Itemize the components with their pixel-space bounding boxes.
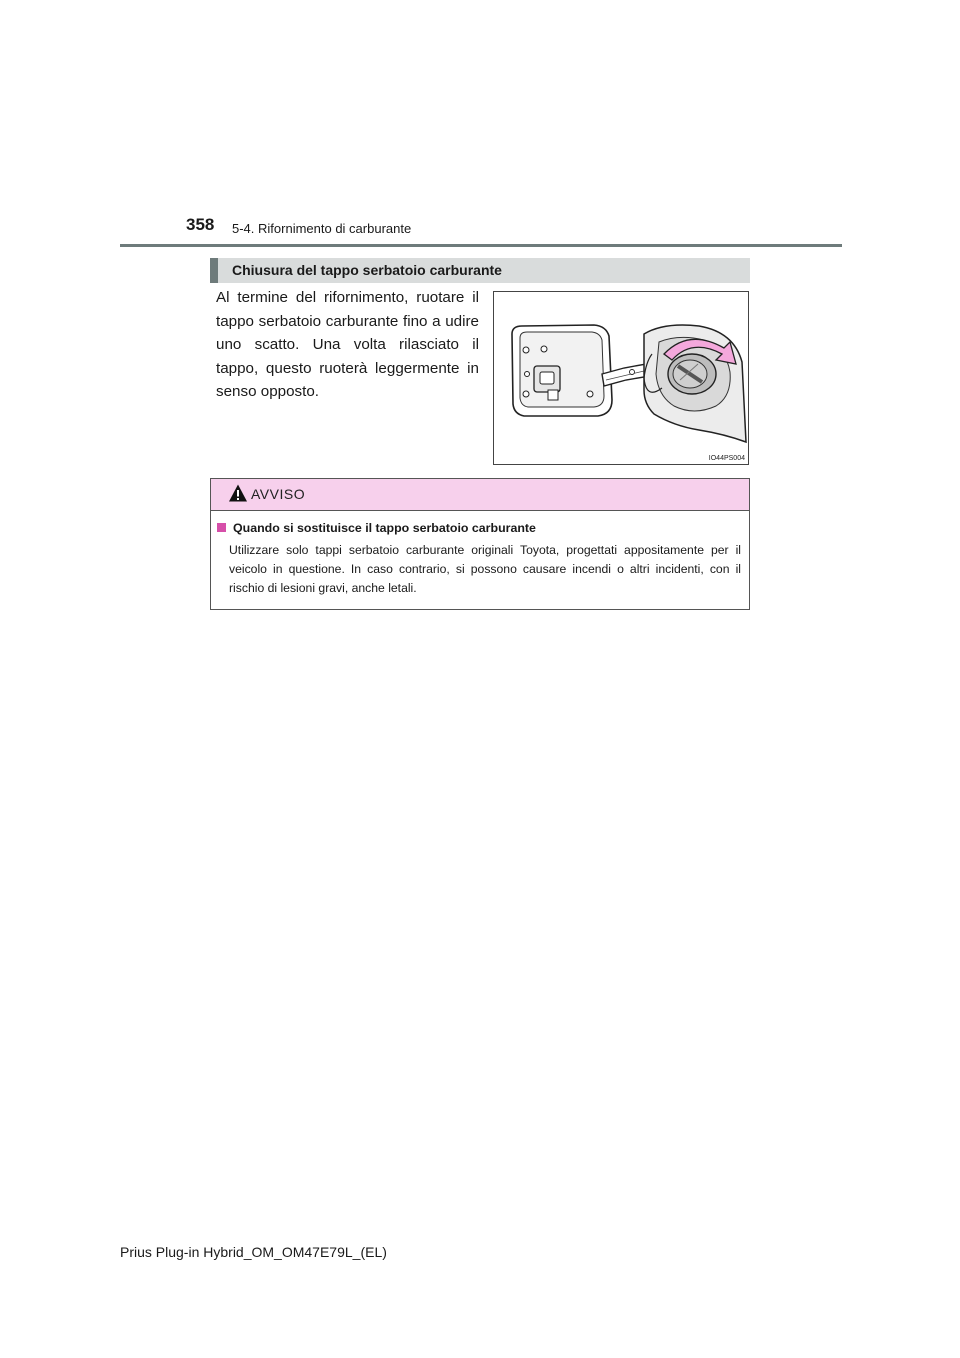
warning-header (211, 479, 749, 511)
instruction-text: Al termine del rifornimento, ruotare il tappo serbatoio carburante fino a udire uno scatto. Una volta rilasciato il tappo, questo ruoterà leggermente in senso opposto. (216, 289, 479, 400)
warning-item-title (217, 521, 536, 535)
fuel-cap-figure (493, 291, 749, 465)
running-header: 5-4. Rifornimento di carburante (232, 221, 412, 236)
page-number: 358 (186, 215, 215, 234)
warning-box (210, 478, 750, 610)
square-bullet-icon (217, 523, 226, 532)
warning-title: AVVISO (251, 486, 306, 502)
figure-code: IO44PS004 (708, 455, 745, 462)
section-title-bar (210, 258, 750, 283)
warning-triangle-icon (228, 483, 248, 503)
warning-item-text: Utilizzare solo tappi serbatoio carburante originali Toyota, progettati appositamente per il veicolo in questione. In caso contrario, si possono causare incendi o altri incidenti, con il rischio di lesioni gravi, anche letali. (229, 543, 741, 595)
footer-doc-id: Prius Plug-in Hybrid_OM_OM47E79L_(EL) (120, 1244, 387, 1260)
header-rule (120, 244, 842, 247)
section-title: Chiusura del tappo serbatoio carburante (232, 262, 502, 278)
warning-item-title-text: Quando si sostituisce il tappo serbatoio carburante (233, 521, 536, 535)
fuel-cap-rotate-icon (494, 292, 748, 464)
